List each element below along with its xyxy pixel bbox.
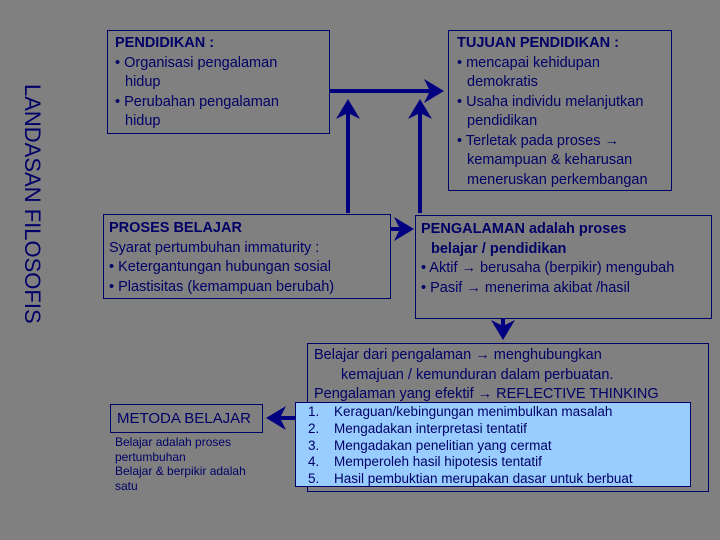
metoda-line: satu	[115, 478, 138, 493]
tujuan-box	[448, 30, 672, 191]
step-item	[308, 471, 690, 488]
pengalaman-box	[415, 215, 712, 319]
step-number: 3.	[308, 437, 320, 453]
proses-line: Syarat pertumbuhan immaturity :	[109, 239, 320, 256]
pengalaman-title: PENGALAMAN adalah proses	[421, 221, 627, 237]
pendidikan-title: PENDIDIKAN :	[115, 35, 215, 51]
pendidikan-item: • Perubahan pengalaman	[115, 93, 279, 110]
pendidikan-box	[107, 30, 330, 134]
step-number: 1.	[308, 404, 320, 419]
proses-line: • Plastisitas (kemampuan berubah)	[109, 278, 335, 295]
side-title-text: LANDASAN FILOSOFIS	[20, 84, 45, 324]
tujuan-line: pendidikan	[467, 113, 538, 129]
metoda-title: METODA BELAJAR	[117, 410, 251, 427]
metoda-line: Belajar & berpikir adalah	[115, 464, 246, 478]
tujuan-line: • Terletak pada proses →	[457, 132, 619, 149]
tujuan-title: TUJUAN PENDIDIKAN :	[457, 35, 619, 51]
tujuan-line: kemampuan & keharusan	[467, 152, 633, 168]
reflective-steps-list	[295, 402, 691, 487]
step-text: Hasil pembuktian merupakan dasar untuk berbuat	[334, 471, 633, 487]
tujuan-line: • Usaha individu melanjutkan	[457, 93, 644, 110]
step-item	[308, 454, 690, 471]
belajar-line: Pengalaman yang efektif → REFLECTIVE THINKING	[314, 386, 659, 402]
step-text: Mengadakan penelitian yang cermat	[334, 437, 552, 453]
belajar-line: Belajar dari pengalaman → menghubungkan	[314, 347, 602, 363]
pengalaman-subtitle: belajar / pendidikan	[431, 240, 567, 257]
tujuan-line: meneruskan perkembangan	[467, 171, 648, 188]
step-item	[308, 438, 690, 455]
step-number: 2.	[308, 420, 320, 436]
step-number: 4.	[308, 454, 320, 470]
step-number: 5.	[308, 471, 320, 487]
tujuan-line: demokratis	[467, 74, 538, 90]
proses-line: • Ketergantungan hubungan sosial	[109, 259, 331, 275]
metoda-line: pertumbuhan	[115, 449, 186, 464]
metoda-description	[115, 435, 246, 493]
tujuan-line: • mencapai kehidupan	[457, 54, 600, 71]
proses-box	[103, 214, 391, 299]
pendidikan-item-cont: hidup	[125, 113, 161, 129]
pendidikan-item: • Organisasi pengalaman	[115, 54, 278, 71]
pengalaman-line: • Pasif → menerima akibat /hasil	[421, 279, 630, 296]
step-text: Keraguan/kebingungan menimbulkan masalah	[334, 404, 613, 419]
proses-title: PROSES BELAJAR	[109, 220, 242, 236]
step-text: Mengadakan interpretasi tentatif	[334, 420, 527, 436]
pendidikan-item-cont: hidup	[125, 74, 161, 90]
metoda-box	[110, 404, 263, 433]
pengalaman-line: • Aktif → berusaha (berpikir) mengubah	[421, 260, 675, 276]
step-text: Memperoleh hasil hipotesis tentatif	[334, 454, 542, 470]
metoda-line: Belajar adalah proses	[115, 435, 232, 449]
belajar-line: kemajuan / kemunduran dalam perbuatan.	[341, 366, 614, 383]
step-item	[308, 421, 690, 438]
step-item	[308, 404, 690, 421]
